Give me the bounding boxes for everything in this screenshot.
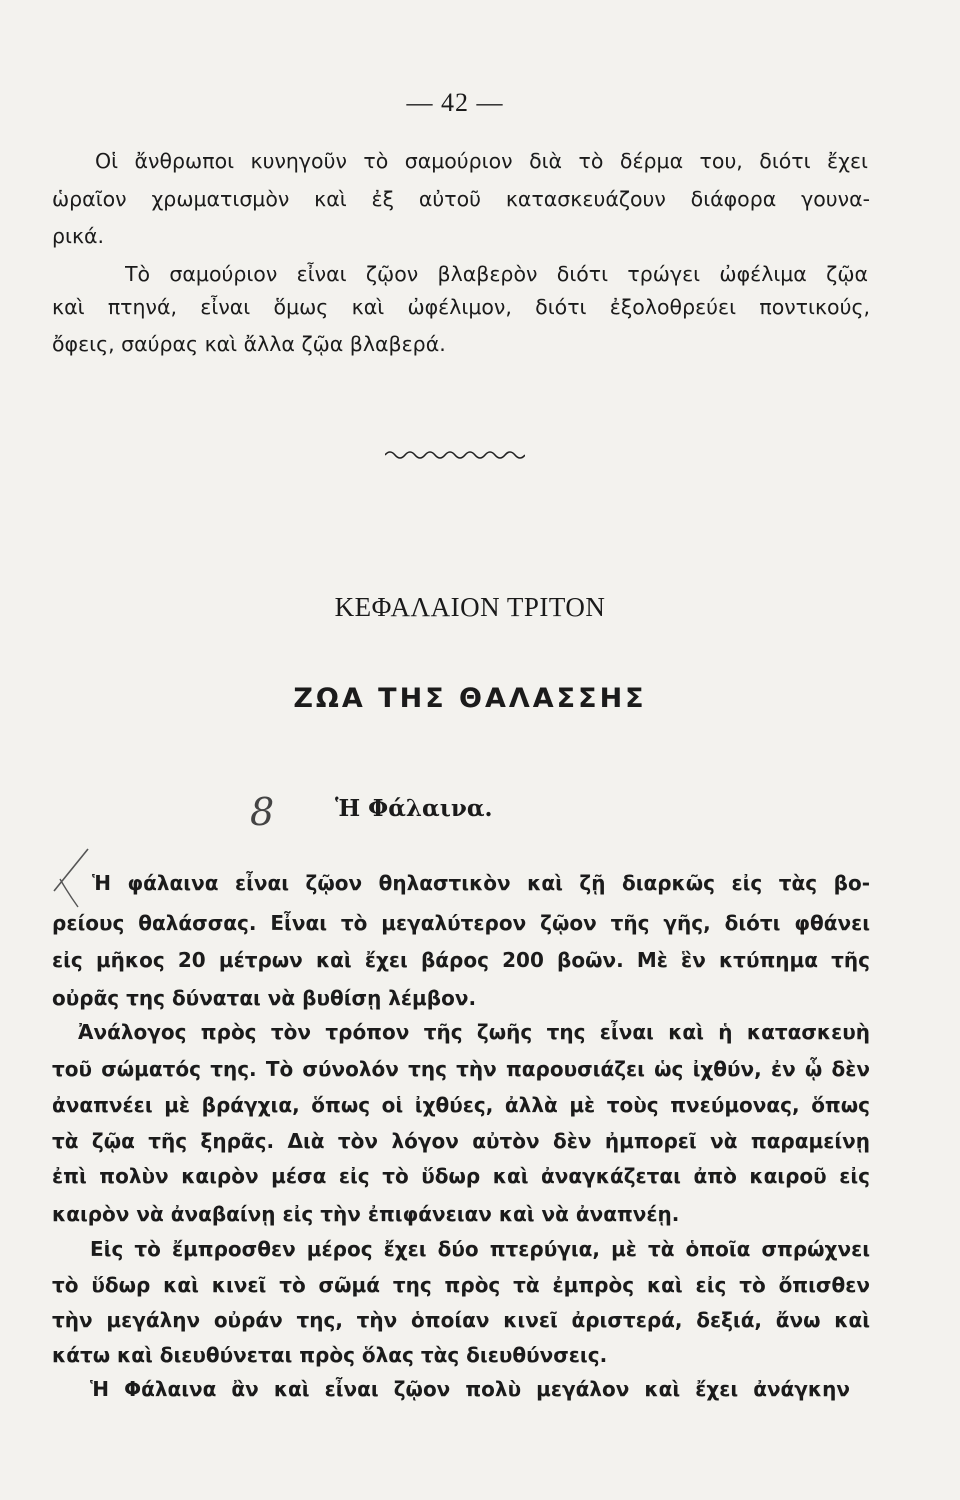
text-line: τὴν μεγάλην οὐράν της, τὴν ὁποίαν κινεῖ ἀριστερά, δεξιά, ἄνω καὶ [52, 1308, 870, 1332]
text-line: καὶ πτηνά, εἶναι ὅμως καὶ ὠφέλιμον, διότι ἐξολοθρεύει ποντικούς, [52, 295, 870, 319]
whale-heading: Ἡ Φάλαινα. [335, 795, 493, 822]
text-line: Ἀνάλογος πρὸς τὸν τρόπον τῆς ζωῆς της εἶναι καὶ ἡ κατασκευὴ [78, 1020, 870, 1044]
text-line: κάτω καὶ διευθύνεται πρὸς ὅλας τὰς διευθύνσεις. [52, 1343, 608, 1367]
text-line: ρικά. [52, 224, 105, 248]
text-line: τοῦ σώματός της. Τὸ σύνολόν της τὴν παρουσιάζει ὡς ἰχθύν, ἐν ᾧ δὲν [52, 1057, 870, 1081]
text-line: ἐπὶ πολὺν καιρὸν μέσα εἰς τὸ ὕδωρ καὶ ἀναγκάζεται ἀπὸ καιροῦ εἰς [52, 1164, 870, 1188]
text-line: εἰς μῆκος 20 μέτρων καὶ ἔχει βάρος 200 βοῶν. Μὲ ἓν κτύπημα τῆς [52, 948, 870, 972]
chapter-heading: ΚΕΦΑΛΑΙΟΝ ΤΡΙΤΟΝ [334, 592, 606, 622]
wave-ornament [385, 447, 525, 463]
page-number: — 42 — [406, 88, 504, 117]
handwritten-number: 8 [250, 790, 275, 834]
pencil-cross-mark [48, 843, 92, 913]
text-line: Εἰς τὸ ἔμπροσθεν μέρος ἔχει δύο πτερύγια, μὲ τὰ ὁποῖα σπρώχνει [90, 1237, 870, 1261]
text-line: καιρὸν νὰ ἀναβαίνῃ εἰς τὴν ἐπιφάνειαν καὶ νὰ ἀναπνέῃ. [52, 1202, 680, 1226]
text-line: Ἡ φάλαινα εἶναι ζῷον θηλαστικὸν καὶ ζῇ διαρκῶς εἰς τὰς βο- [92, 871, 870, 895]
text-line: Ἡ Φάλαινα ἂν καὶ εἶναι ζῷον πολὺ μεγάλον καὶ ἔχει ἀνάγκην [90, 1377, 850, 1401]
text-line: ἀναπνέει μὲ βράγχια, ὅπως οἱ ἰχθύες, ἀλλὰ μὲ τοὺς πνεύμονας, ὅπως [52, 1093, 870, 1117]
text-line: τὰ ζῷα τῆς ξηρᾶς. Διὰ τὸν λόγον αὐτὸν δὲν ἠμπορεῖ νὰ παραμείνῃ [52, 1129, 870, 1153]
section-heading: ΖΩΑ ΤΗΣ ΘΑΛΑΣΣΗΣ [293, 683, 647, 714]
text-line: ὡραῖον χρωματισμὸν καὶ ἐξ αὐτοῦ κατασκευάζουν διάφορα γουνα- [52, 187, 870, 211]
text-line: ρείους θαλάσσας. Εἶναι τὸ μεγαλύτερον ζῷον τῆς γῆς, διότι φθάνει [52, 911, 870, 935]
text-line: τὸ ὕδωρ καὶ κινεῖ τὸ σῶμά της πρὸς τὰ ἐμπρὸς καὶ εἰς τὸ ὄπισθεν [52, 1273, 870, 1297]
text-line: οὐρᾶς της δύναται νὰ βυθίσῃ λέμβον. [52, 986, 477, 1010]
text-line: Οἱ ἄνθρωποι κυνηγοῦν τὸ σαμούριον διὰ τὸ δέρμα του, διότι ἔχει [95, 149, 868, 173]
text-line: ὄφεις, σαύρας καὶ ἄλλα ζῷα βλαβερά. [52, 332, 446, 356]
text-line: Τὸ σαμούριον εἶναι ζῷον βλαβερὸν διότι τρώγει ὠφέλιμα ζῷα [125, 262, 868, 286]
